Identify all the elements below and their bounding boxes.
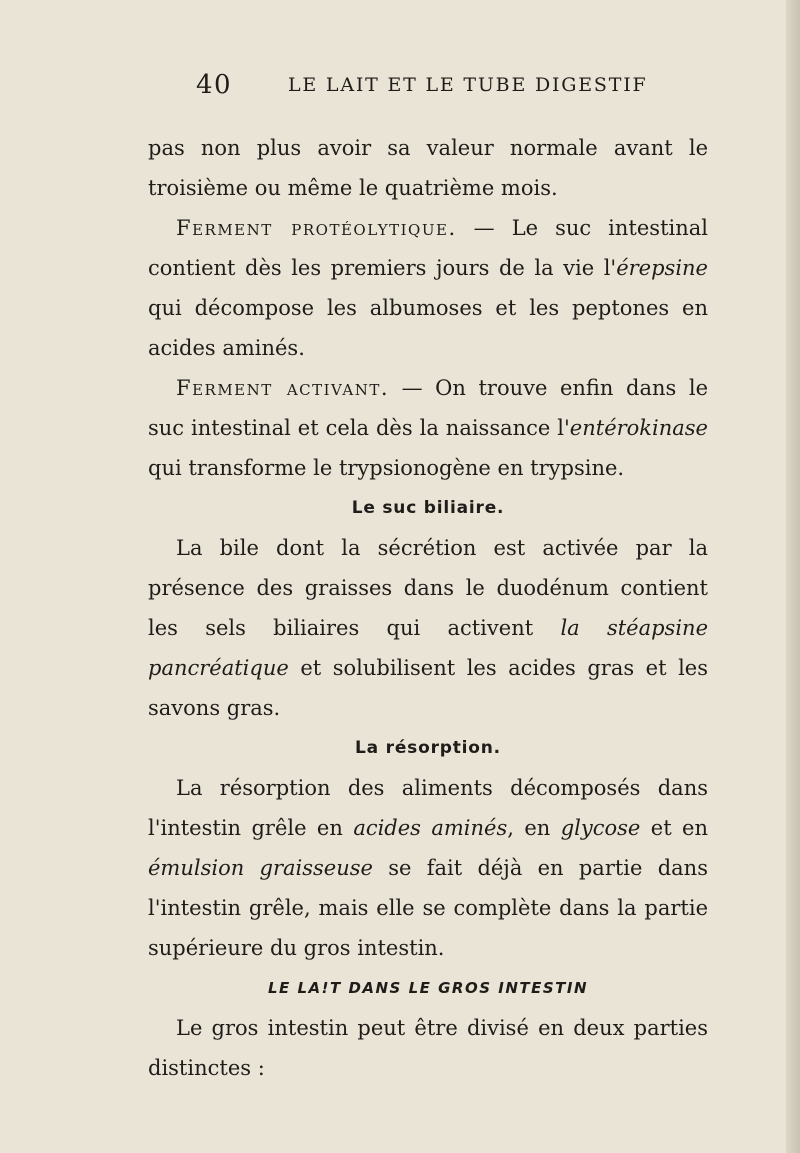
term-erepsine: érepsine bbox=[616, 256, 708, 280]
page-number: 40 bbox=[196, 70, 233, 100]
term-emulsion-graisseuse: émulsion graisseuse bbox=[148, 856, 373, 880]
page-edge bbox=[786, 0, 800, 1153]
page-body bbox=[148, 128, 708, 1088]
run-in-heading: Ferment protéolytique. bbox=[176, 216, 457, 240]
paragraph-bile: La bile dont la sécrétion est activée par la présence des graisses dans le duodénum contient les sels biliaires qui activent la stéapsine pancréatique et solubilisent les acides gras et les savons gras. bbox=[148, 536, 708, 720]
section-heading-suc-biliaire: Le suc biliaire. bbox=[351, 498, 505, 518]
paragraph-gros-intestin: Le gros intestin peut être divisé en deux parties distinctes : bbox=[148, 1016, 708, 1080]
section-heading-gros-intestin: LE LA!T DANS LE GROS INTESTIN bbox=[267, 979, 589, 997]
term-acides-amines: acides aminés bbox=[353, 816, 508, 840]
term-enterokinase: entérokinase bbox=[569, 416, 708, 440]
term-glycose: glycose bbox=[560, 816, 641, 840]
running-title: LE LAIT ET LE TUBE DIGESTIF bbox=[288, 74, 648, 96]
paragraph-ferment-activant: Ferment activant. — On trouve enfin dans le suc intestinal et cela dès la naissance l'entérokinase qui transforme le trypsionogène en trypsine. bbox=[148, 376, 708, 480]
paragraph-ferment-proteolytique: Ferment protéolytique. — Le suc intestinal contient dès les premiers jours de la vie l'érepsine qui décompose les albumoses et les peptones en acides aminés. bbox=[148, 216, 708, 360]
paragraph-1: pas non plus avoir sa valeur normale avant le troisième ou même le quatrième mois. bbox=[148, 136, 708, 200]
term-steapsine: la stéapsine pancréatique bbox=[148, 616, 708, 680]
paragraph-resorption: La résorption des aliments décomposés dans l'intestin grêle en acides aminés, en glycose et en émulsion graisseuse se fait déjà en partie dans l'intestin grêle, mais elle se complète dans la partie supérieure du gros intestin. bbox=[148, 776, 709, 960]
section-heading-resorption: La résorption. bbox=[355, 738, 501, 758]
run-in-heading: Ferment activant. bbox=[176, 376, 390, 400]
